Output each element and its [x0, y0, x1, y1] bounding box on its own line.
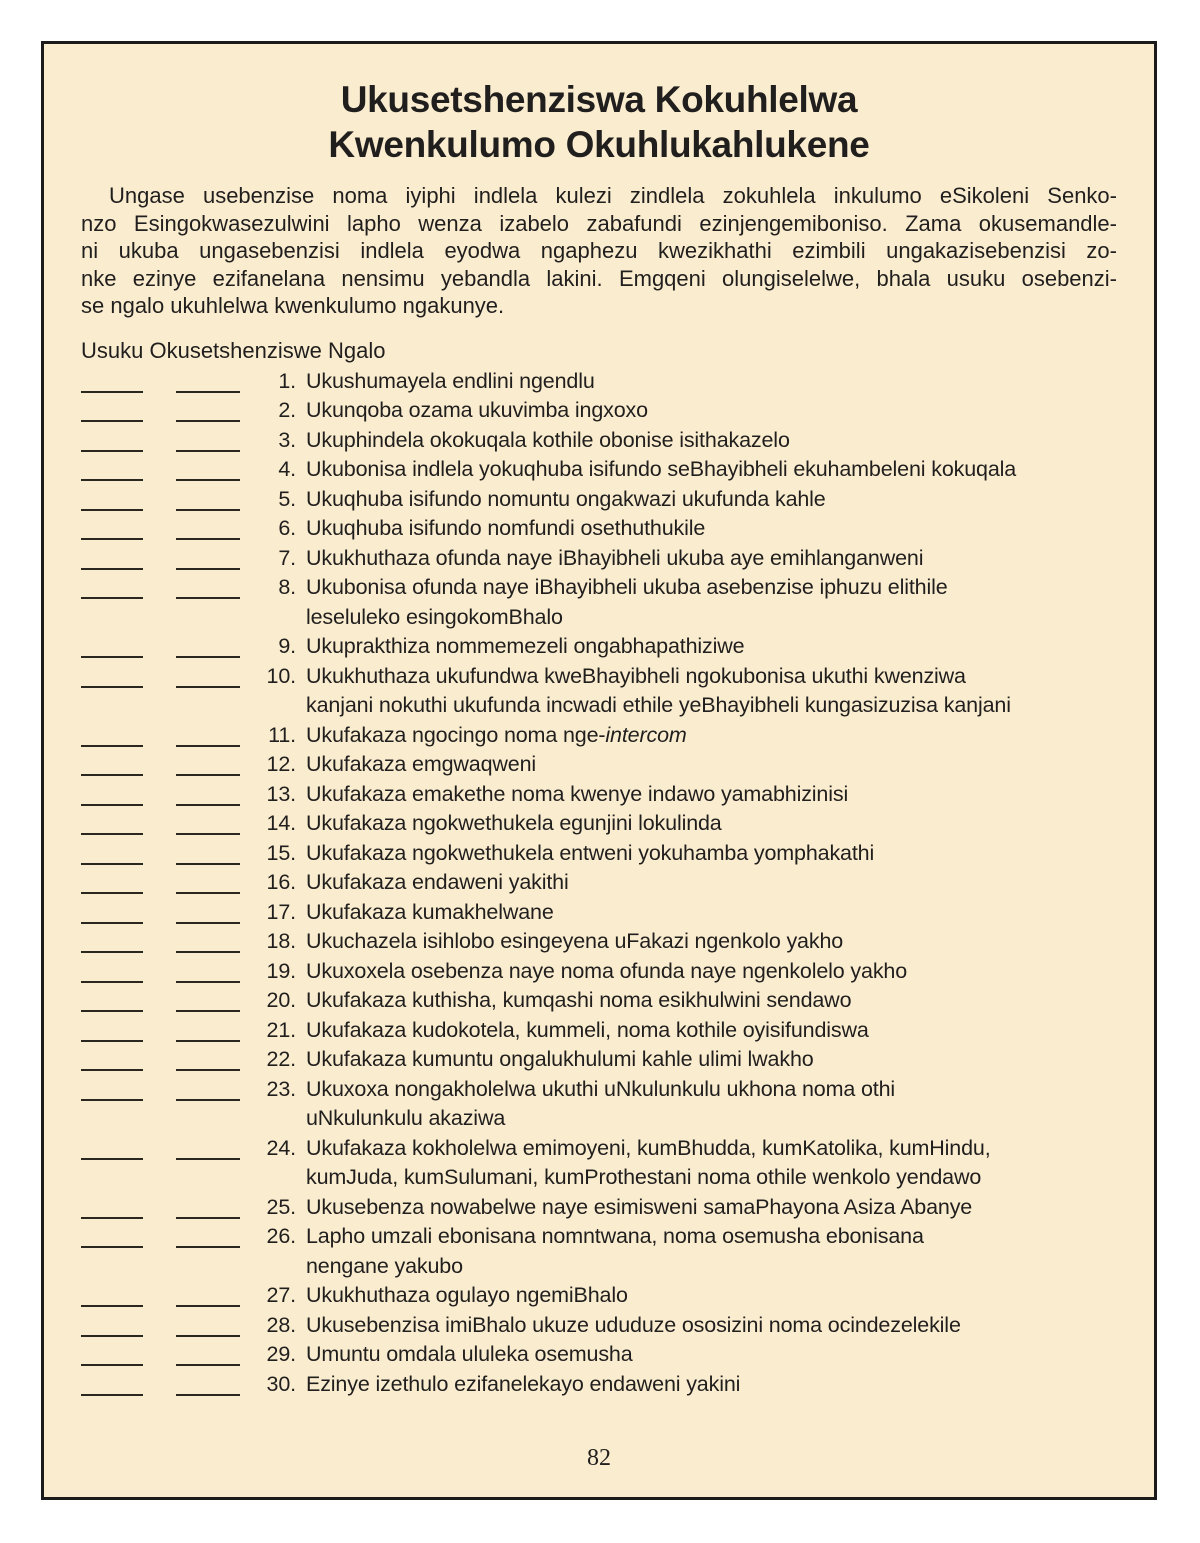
item-number: 9. — [278, 634, 296, 658]
date-blank-line-2 — [176, 367, 240, 393]
date-blank-line-1 — [81, 750, 143, 776]
date-blank-line-1 — [81, 1134, 143, 1160]
item-text-line: Ukufakaza emakethe noma kwenye indawo yamabhizinisi — [306, 781, 849, 806]
date-blank-line-2 — [176, 750, 240, 776]
date-blank-line-2 — [176, 1311, 240, 1337]
item-number: 30. — [266, 1371, 296, 1396]
date-blank-line-1 — [81, 780, 143, 806]
list-item — [81, 839, 1117, 869]
item-text-line: Ukusebenzisa imiBhalo ukuze ududuze ososizini noma ocindezelekile — [306, 1312, 961, 1337]
item-text-line: Ukukhuthaza ogulayo ngemiBhalo — [306, 1283, 628, 1307]
item-text — [306, 1222, 924, 1281]
list-item — [81, 1370, 1117, 1400]
item-text-line: Ukusebenza nowabelwe naye esimisweni samaPhayona Asiza Abanye — [306, 1194, 973, 1219]
date-blank-line-2 — [176, 1222, 240, 1248]
item-text — [306, 544, 923, 574]
item-text-line: leseluleko esingokomBhalo — [306, 604, 563, 629]
item-text-line: Ukuprakthiza nommemezeli ongabhapathiziwe — [306, 634, 745, 658]
item-text-line: kumJuda, kumSulumani, kumProthestani noma othile wenkolo yendawo — [306, 1165, 982, 1189]
item-text-line: nengane yakubo — [306, 1253, 463, 1278]
item-text — [306, 750, 536, 780]
date-blank-line-1 — [81, 1281, 143, 1307]
list-item — [81, 573, 1117, 632]
item-text-line: Ezinye izethulo ezifanelekayo endaweni yakini — [306, 1371, 741, 1396]
item-text — [306, 721, 687, 751]
date-blank-line-1 — [81, 367, 143, 393]
list-item — [81, 721, 1117, 751]
item-text — [306, 898, 554, 928]
date-blank-line-1 — [81, 1370, 143, 1396]
intro-line: Ungase usebenzise noma iyiphi indlela kulezi zindlela zokuhlela inkulumo eSikoleni Senko- — [109, 183, 1117, 208]
date-blank-line-2 — [176, 1370, 240, 1396]
date-blank-line-1 — [81, 927, 143, 953]
list-item — [81, 514, 1117, 544]
date-blank-line-2 — [176, 1281, 240, 1307]
item-text-line: Ukufakaza kokholelwa emimoyeni, kumBhudda, kumKatolika, kumHindu, — [306, 1135, 991, 1160]
item-text — [306, 1340, 633, 1370]
date-blank-line-2 — [176, 957, 240, 983]
date-blank-line-1 — [81, 957, 143, 983]
date-blank-line-1 — [81, 986, 143, 1012]
item-number: 28. — [266, 1312, 296, 1337]
list-item — [81, 898, 1117, 928]
item-number: 19. — [266, 958, 296, 983]
item-number: 6. — [278, 516, 296, 540]
list-item — [81, 1075, 1117, 1134]
item-text-line: Ukuxoxa nongakholelwa ukuthi uNkulunkulu ukhona noma othi — [306, 1076, 896, 1101]
date-blank-line-1 — [81, 396, 143, 422]
page-title-line-2: Kwenkulumo Okuhlukahlukene — [328, 124, 870, 165]
date-blank-line-2 — [176, 839, 240, 865]
page-number: 82 — [587, 1445, 611, 1471]
list-item — [81, 396, 1117, 426]
list-item — [81, 1134, 1117, 1193]
page-title — [81, 77, 1117, 167]
list-item — [81, 455, 1117, 485]
list-header: Usuku Okusetshenziswe Ngalo — [81, 337, 386, 363]
item-number: 10. — [266, 663, 296, 688]
list-item — [81, 927, 1117, 957]
date-blank-line-1 — [81, 721, 143, 747]
item-text — [306, 839, 874, 869]
date-blank-line-2 — [176, 721, 240, 747]
item-text — [306, 986, 851, 1016]
date-blank-line-1 — [81, 662, 143, 688]
date-blank-line-1 — [81, 1311, 143, 1337]
list-item — [81, 868, 1117, 898]
date-blank-line-1 — [81, 839, 143, 865]
intro-line: ni ukuba ungasebenzisi indlela eyodwa ngaphezu kwezikhathi ezimbili ungakazisebenzisi zo- — [81, 238, 1117, 263]
list-item — [81, 780, 1117, 810]
item-text-line: Ukufakaza ngocingo noma nge-intercom — [306, 722, 687, 747]
item-text — [306, 426, 790, 456]
list-item — [81, 1311, 1117, 1341]
item-number: 29. — [266, 1342, 296, 1366]
item-number: 27. — [266, 1283, 296, 1307]
item-number: 25. — [266, 1194, 296, 1219]
item-text — [306, 514, 705, 544]
date-blank-line-2 — [176, 809, 240, 835]
date-blank-line-2 — [176, 455, 240, 481]
page-title-line-1: Ukusetshenziswa Kokuhlelwa — [340, 79, 858, 120]
item-text-line: Ukukhuthaza ukufundwa kweBhayibheli ngokubonisa ukuthi kwenziwa — [306, 663, 966, 688]
item-text — [306, 367, 595, 397]
item-text — [306, 1281, 628, 1311]
item-text-line: Ukuqhuba isifundo nomuntu ongakwazi ukufunda kahle — [306, 486, 826, 511]
list-item — [81, 632, 1117, 662]
date-blank-line-2 — [176, 1016, 240, 1042]
date-blank-line-2 — [176, 544, 240, 570]
item-text-line: Ukufakaza kumakhelwane — [306, 899, 554, 924]
date-blank-line-1 — [81, 1075, 143, 1101]
item-number: 20. — [266, 988, 296, 1012]
date-blank-line-2 — [176, 662, 240, 688]
date-blank-line-1 — [81, 1222, 143, 1248]
item-text-line: Ukubonisa ofunda naye iBhayibheli ukuba asebenzise iphuzu elithile — [306, 575, 948, 599]
item-number: 16. — [266, 870, 296, 894]
intro-line: nzo Esingokwasezulwini lapho wenza izabelo zabafundi ezinjengemiboniso. Zama okusemandle- — [81, 210, 1117, 236]
item-number: 15. — [266, 840, 296, 865]
item-number: 8. — [278, 575, 296, 599]
item-text — [306, 1193, 972, 1223]
item-text — [306, 662, 1011, 721]
item-text-line: Ukufakaza endaweni yakithi — [306, 870, 569, 894]
item-number: 12. — [266, 752, 296, 776]
item-number: 13. — [266, 781, 296, 806]
date-blank-line-2 — [176, 1045, 240, 1071]
item-text-line: Ukuqhuba isifundo nomfundi osethuthukile — [306, 516, 706, 540]
item-number: 17. — [266, 899, 296, 924]
item-text-line: Ukufakaza ngokwethukela egunjini lokulinda — [306, 811, 722, 835]
date-blank-line-2 — [176, 1075, 240, 1101]
item-text — [306, 957, 907, 987]
date-blank-line-1 — [81, 426, 143, 452]
date-blank-line-1 — [81, 1045, 143, 1071]
item-text — [306, 485, 826, 515]
item-text — [306, 573, 948, 632]
presentation-checklist — [81, 367, 1117, 1400]
item-text-line: Ukufakaza kuthisha, kumqashi noma esikhulwini sendawo — [306, 988, 852, 1012]
item-text-line: Lapho umzali ebonisana nomntwana, noma osemusha ebonisana — [306, 1224, 924, 1248]
item-number: 21. — [266, 1017, 296, 1042]
item-text — [306, 1370, 740, 1400]
item-text-line: Ukufakaza ngokwethukela entweni yokuhamba yomphakathi — [306, 840, 875, 865]
item-text — [306, 1311, 961, 1341]
date-blank-line-1 — [81, 485, 143, 511]
list-item — [81, 1045, 1117, 1075]
date-blank-line-1 — [81, 1016, 143, 1042]
item-text — [306, 809, 722, 839]
date-blank-line-1 — [81, 1340, 143, 1366]
list-item — [81, 957, 1117, 987]
date-blank-line-2 — [176, 927, 240, 953]
date-blank-line-2 — [176, 485, 240, 511]
item-text-line: Ukuphindela okokuqala kothile obonise isithakazelo — [306, 427, 790, 452]
item-text-line: Umuntu omdala ululeka osemusha — [306, 1342, 633, 1366]
list-item — [81, 1193, 1117, 1223]
item-text — [306, 1045, 814, 1075]
item-number: 2. — [278, 398, 296, 422]
list-item — [81, 662, 1117, 721]
intro-line: se ngalo ukuhlelwa kwenkulumo ngakunye. — [81, 293, 505, 318]
list-item — [81, 1016, 1117, 1046]
list-item — [81, 544, 1117, 574]
page-frame — [41, 41, 1157, 1500]
item-number: 7. — [278, 545, 296, 570]
item-text — [306, 455, 1016, 485]
item-text — [306, 1075, 895, 1134]
list-item — [81, 485, 1117, 515]
date-blank-line-2 — [176, 868, 240, 894]
item-text-line: Ukufakaza kudokotela, kummeli, noma kothile oyisifundiswa — [306, 1017, 869, 1042]
date-blank-line-1 — [81, 544, 143, 570]
item-text — [306, 780, 848, 810]
list-item — [81, 367, 1117, 397]
item-text-line: Ukuchazela isihlobo esingeyena uFakazi ngenkolo yakho — [306, 929, 844, 953]
item-text — [306, 396, 648, 426]
item-number: 26. — [266, 1224, 296, 1248]
date-blank-line-1 — [81, 809, 143, 835]
date-blank-line-2 — [176, 898, 240, 924]
list-item — [81, 1340, 1117, 1370]
list-item — [81, 809, 1117, 839]
date-blank-line-2 — [176, 396, 240, 422]
item-text-line: Ukukhuthaza ofunda naye iBhayibheli ukuba aye emihlanganweni — [306, 545, 924, 570]
intro-paragraph — [81, 182, 1117, 320]
item-text — [306, 1016, 869, 1046]
date-blank-line-1 — [81, 632, 143, 658]
item-number: 3. — [278, 427, 296, 452]
date-blank-line-1 — [81, 868, 143, 894]
item-text-line: uNkulunkulu akaziwa — [306, 1106, 506, 1130]
date-blank-line-2 — [176, 780, 240, 806]
item-text-line: Ukufakaza emgwaqweni — [306, 752, 537, 776]
list-item — [81, 1222, 1117, 1281]
list-item — [81, 986, 1117, 1016]
date-blank-line-2 — [176, 1134, 240, 1160]
date-blank-line-2 — [176, 986, 240, 1012]
date-blank-line-2 — [176, 1193, 240, 1219]
item-text-line: Ukushumayela endlini ngendlu — [306, 368, 595, 393]
date-blank-line-2 — [176, 514, 240, 540]
item-number: 23. — [266, 1076, 296, 1101]
date-blank-line-1 — [81, 1193, 143, 1219]
item-text — [306, 927, 843, 957]
item-number: 14. — [266, 811, 296, 835]
list-item — [81, 426, 1117, 456]
item-text — [306, 632, 744, 662]
date-blank-line-2 — [176, 426, 240, 452]
intro-line: nke ezinye ezifanelana nensimu yebandla lakini. Emgqeni olungiselelwe, bhala usuku osebenzi- — [81, 265, 1117, 291]
item-text-line: Ukuxoxela osebenza naye noma ofunda naye ngenkolelo yakho — [306, 958, 908, 983]
item-number: 5. — [278, 486, 296, 511]
item-number: 22. — [266, 1047, 296, 1071]
date-blank-line-1 — [81, 573, 143, 599]
list-item — [81, 750, 1117, 780]
item-text-line: Ukubonisa indlela yokuqhuba isifundo seBhayibheli ekuhambeleni kokuqala — [306, 457, 1017, 481]
item-text-line: Ukufakaza kumuntu ongalukhulumi kahle ulimi lwakho — [306, 1047, 814, 1071]
date-blank-line-1 — [81, 514, 143, 540]
list-item — [81, 1281, 1117, 1311]
item-number: 24. — [266, 1135, 296, 1160]
date-blank-line-1 — [81, 455, 143, 481]
item-number: 11. — [268, 722, 296, 747]
date-blank-line-2 — [176, 573, 240, 599]
item-number: 1. — [278, 368, 296, 393]
date-blank-line-2 — [176, 632, 240, 658]
item-number: 18. — [266, 929, 296, 953]
item-number: 4. — [278, 457, 296, 481]
item-text-line: kanjani nokuthi ukufunda incwadi ethile yeBhayibheli kungasizuzisa kanjani — [306, 693, 1011, 717]
item-text-line: Ukunqoba ozama ukuvimba ingxoxo — [306, 398, 648, 422]
date-blank-line-2 — [176, 1340, 240, 1366]
item-text — [306, 1134, 991, 1193]
item-text — [306, 868, 569, 898]
date-blank-line-1 — [81, 898, 143, 924]
